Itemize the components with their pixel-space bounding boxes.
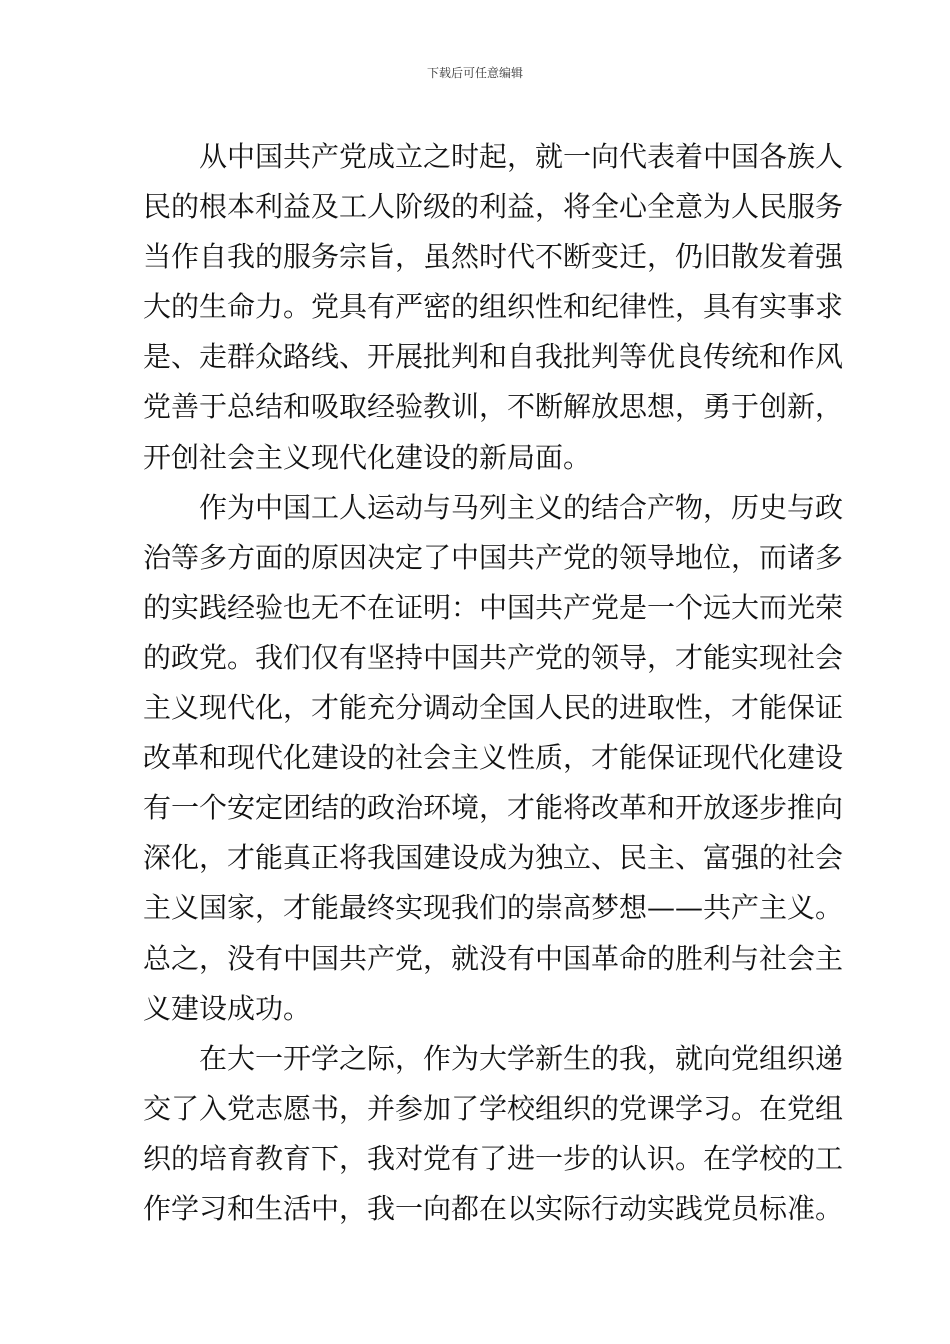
text-line: 是、走群众路线、开展批判和自我批判等优良传统和作风 bbox=[143, 340, 844, 374]
text-line: 从中国共产党成立之时起，就一向代表着中国各族人 bbox=[199, 140, 844, 173]
text-line: 开创社会主义现代化建设的新局面。 bbox=[143, 440, 592, 474]
text-line: 主义国家，才能最终实现我们的崇高梦想——共产主义。 bbox=[143, 891, 844, 925]
text-line: 作为中国工人运动与马列主义的结合产物，历史与政 bbox=[199, 490, 844, 524]
document-body bbox=[143, 132, 844, 1234]
text-line: 交了入党志愿书，并参加了学校组织的党课学习。在党组 bbox=[143, 1091, 844, 1125]
text-line: 义建设成功。 bbox=[143, 991, 312, 1025]
text-line: 改革和现代化建设的社会主义性质，才能保证现代化建设 bbox=[143, 741, 844, 775]
text-line: 的实践经验也无不在证明：中国共产党是一个远大而光荣 bbox=[143, 590, 844, 624]
text-line: 主义现代化，才能充分调动全国人民的进取性，才能保证 bbox=[143, 691, 844, 725]
text-line: 大的生命力。党具有严密的组织性和纪律性，具有实事求 bbox=[143, 290, 844, 324]
text-line: 作学习和生活中，我一向都在以实际行动实践党员标准。 bbox=[143, 1191, 844, 1225]
paragraph-1 bbox=[143, 132, 844, 483]
paragraph-3 bbox=[143, 1034, 844, 1234]
text-line: 总之，没有中国共产党，就没有中国革命的胜利与社会主 bbox=[143, 941, 844, 975]
text-line: 织的培育教育下，我对党有了进一步的认识。在学校的工 bbox=[143, 1141, 844, 1175]
text-line: 民的根本利益及工人阶级的利益，将全心全意为人民服务 bbox=[143, 190, 844, 224]
text-line: 深化，才能真正将我国建设成为独立、民主、富强的社会 bbox=[143, 841, 844, 875]
text-line: 党善于总结和吸取经验教训，不断解放思想，勇于创新， bbox=[143, 390, 844, 424]
text-line: 在大一开学之际，作为大学新生的我，就向党组织递 bbox=[199, 1041, 844, 1075]
text-line: 当作自我的服务宗旨，虽然时代不断变迁，仍旧散发着强 bbox=[143, 240, 844, 274]
text-line: 的政党。我们仅有坚持中国共产党的领导，才能实现社会 bbox=[143, 640, 844, 674]
text-line: 有一个安定团结的政治环境，才能将改革和开放逐步推向 bbox=[143, 791, 844, 825]
text-line: 治等多方面的原因决定了中国共产党的领导地位，而诸多 bbox=[143, 540, 844, 574]
paragraph-2 bbox=[143, 483, 844, 1034]
page-header: 下载后可任意编辑 bbox=[426, 66, 523, 80]
